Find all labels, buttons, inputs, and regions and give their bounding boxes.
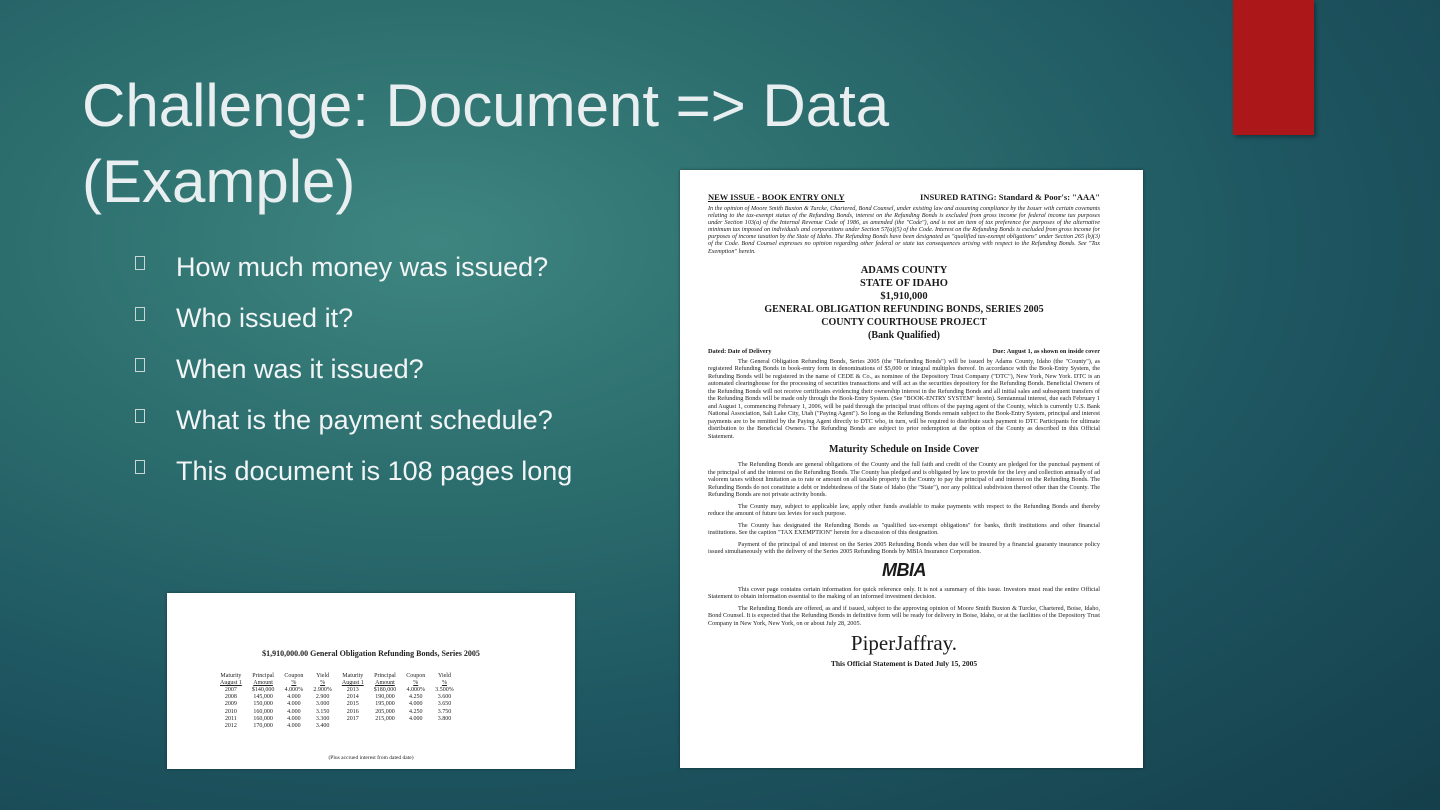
table-cell: 2008 [224,694,237,701]
table-row [215,709,459,716]
table-cell: 4.000 [287,723,301,730]
due-label: Due: August 1, as shown on inside cover [992,347,1100,355]
table-cell: 2010 [224,708,237,715]
table-cell: 3.400 [315,723,330,730]
table-cell [369,723,402,730]
table-cell: 150,000 [253,701,273,708]
piper-jaffray-logo: PiperJaffray. [850,631,958,656]
table-cell: 205,000 [375,708,395,715]
table-cell: 2011 [225,715,237,722]
table-cell: 170,000 [253,723,273,730]
table-header-cell: Maturity August 1 [220,673,242,686]
tax-opinion-paragraph: In the opinion of Moore Smith Buxton & Turcke, Chartered, Bond Counsel, under existing law and assuming compliance by the Issuer with certain covenants relating to the tax-exempt status of the Refunding Bonds, interest on the Refunding Bonds is excluded from gross income for federal income tax purposes under Section 103(a) of the Internal Revenue Code of 1986, as amended (the "Code"), and is not an item of tax preference for purposes of the alternative minimum tax imposed on individuals and corporations under Section 57(a)(5) of the Code. Interest on the Refunding Bonds is excluded from gross income for purposes of income taxation by the State of Idaho. The Refunding Bonds have been designated as "qualified tax-exempt obligations" under Section 265 (b)(3) of the Code. Bond Counsel expresses no opinion regarding other federal or state tax consequences arising with respect to the Refunding Bonds. See "Tax Exemption" herein. [708,205,1100,255]
table-cell: 4.000 [287,715,301,722]
table-cell: 3.000 [315,701,330,708]
table-header-cell: Principal Amount [374,673,396,686]
table-cell: 190,000 [375,694,395,701]
table-row [215,716,459,723]
table-cell: 3.750 [437,708,452,715]
table-cell: 3.600 [437,694,452,701]
dated-due-row [708,348,1100,355]
bullet-item: When was it issued? [135,352,572,403]
table-cell: 2012 [224,723,237,730]
paragraph: The Refunding Bonds are general obligations of the County and the full faith and credit of the County are pledged for the punctual payment of the principal of and the interest on the Refunding Bonds. The County has pledged and is obligated by law to provide for the levy and collection annually of ad valorem taxes without limitation as to rate or amount on all taxable property in the County to pay the principal of and interest on the Refunding Bonds. The Refunding Bonds do not constitute a debt or indebtedness of the State of Idaho (the "State"), nor any political subdivision thereof other than the County. The Refunding Bonds are not private activity bonds. [708,461,1100,499]
state-heading: STATE OF IDAHO [860,277,948,289]
paragraph: The Refunding Bonds are offered, as and if issued, subject to the approving opinion of Moore Smith Buxton & Turcke, Chartered, Boise, Idaho, Bond Counsel. It is expected that the Refunding Bonds in definitive form will be ready for delivery in Boise, Idaho, or at the facilities of the Depository Trust Company in New York, New York, on or about July 28, 2005. [708,604,1100,627]
table-cell: 3.150 [315,708,330,715]
dated-label: Dated: Date of Delivery [708,347,772,355]
table-cell: 4.000% [406,687,425,693]
table-cell: 145,000 [253,694,273,701]
table-cell: 4.000 [408,715,423,722]
table-cell: 3.650 [437,701,452,708]
table-cell: $140,000 [251,687,275,693]
county-heading: ADAMS COUNTY [860,264,948,276]
paragraph: Payment of the principal of and interest on the Series 2005 Refunding Bonds when due will be insured by a financial guaranty insurance policy issued simultaneously with the delivery of the Series 2005 Refunding Bonds by MBIA Insurance Corporation. [708,540,1100,556]
table-cell: 4.000% [284,687,304,693]
bullet-item: How much money was issued? [135,250,572,301]
bullet-square-icon [135,307,145,321]
table-header-cell: Coupon % [406,673,426,686]
table-cell: $180,000 [373,687,397,693]
bank-qualified-heading: (Bank Qualified) [868,329,940,341]
bullet-item: What is the payment schedule? [135,403,572,454]
table-header-cell: Maturity August 1 [341,673,364,686]
schedule-heading: Maturity Schedule on Inside Cover [829,444,979,456]
table-row [215,694,459,701]
table-title: $1,910,000.00 General Obligation Refunding Bonds, Series 2005 [262,649,480,658]
paragraph: The General Obligation Refunding Bonds, Series 2005 (the "Refunding Bonds") will be issued by Adams County, Idaho (the "County"), as registered Refunding Bonds in book-entry form in denominations of $5,000 or integral multiples thereof. In accordance with the Book-Entry System, the Refunding Bonds will be registered in the name of CEDE & Co., as nominee of the Depository Trust Company ("DTC"), New York, New York. DTC is an automated clearinghouse for the processing of securities transactions and will act as the securities depository for the Refunding Bonds. Beneficial Owners of the Refunding Bonds will not receive certificates evidencing their ownership interest in the Refunding Bonds and all initial sales and subsequent transfers of the Refunding Bonds will be made only through the Book-Entry System. (See "BOOK-ENTRY SYSTEM" herein). Semiannual interest, due each February 1 and August 1, commencing February 1, 2006, will be paid through the principal trust offices of the paying agent of the County, which is currently U.S. Bank National Association, Salt Lake City, Utah ("Paying Agent"). So long as the Refunding Bonds remain subject to the Book-Entry System, principal and interest payments are to be remitted by the Paying Agent directly to DTC who, in turn, will be required to distribute such payment to DTC Participants for ultimate distribution to the Beneficial Owners. The Refunding Bonds are subject to prior redemption at the option of the County as described in this Official Statement. [708,357,1100,440]
table-cell: 160,000 [253,708,273,715]
table-cell [430,723,459,730]
amount-heading: $1,910,000 [880,290,928,302]
table-row [215,687,459,694]
statement-date: This Official Statement is Dated July 15, 2005 [830,659,978,669]
table-cell: 4.000 [287,694,301,701]
table-cell: 2007 [224,687,237,693]
table-cell: 160,000 [253,715,273,722]
table-cell: 4.250 [408,694,423,701]
table-cell: 4.000 [287,708,301,715]
table-cell: 2013 [346,687,359,693]
table-cell: 2015 [346,701,359,708]
title-line-2: (Example) [82,148,356,215]
mbia-logo: MBIA [882,559,926,580]
bullet-list [135,250,572,505]
bullet-square-icon [135,256,145,270]
maturity-table-image [167,593,575,769]
bond-series-heading: GENERAL OBLIGATION REFUNDING BONDS, SERIES 2005 [764,303,1044,315]
table-cell: 195,000 [375,701,395,708]
issuer-heading [708,264,1100,342]
table-row [215,723,459,730]
maturity-table [215,673,459,730]
red-accent-tab [1233,0,1314,135]
table-cell: 3.800 [437,715,452,722]
table-cell: 2014 [346,694,359,701]
table-footnote: (Plus accrued interest from dated date) [328,755,414,761]
table-cell: 3.500% [435,687,454,693]
paragraph: The County has designated the Refunding Bonds as "qualified tax-exempt obligations" for banks, thrift institutions and other financial institutions. See the caption "TAX EXEMPTION" herein for a discussion of this designation. [708,521,1100,537]
bullet-square-icon [135,409,145,423]
table-cell: 2009 [224,701,237,708]
table-cell [337,723,369,730]
issue-header-row [708,192,1100,202]
table-cell: 4.000 [287,701,301,708]
bullet-item: Who issued it? [135,301,572,352]
table-header-cell: Yield % [437,673,451,686]
bullet-square-icon [135,460,145,474]
paragraph: The County may, subject to applicable law, apply other funds available to make payments with respect to the Refunding Bonds and thereby reduce the amount of future tax levies for such purpose. [708,502,1100,518]
table-header-cell: Principal Amount [252,673,274,686]
table-cell: 2.900 [315,694,330,701]
title-line-1: Challenge: Document => Data [82,72,890,139]
table-cell [401,723,430,730]
table-cell: 2.900% [313,687,332,693]
table-cell: 3.300 [315,715,330,722]
body-text-2 [708,461,1100,556]
table-header-cell: Yield % [316,673,330,686]
table-cell: 4.000 [408,701,423,708]
body-text-3 [708,586,1100,628]
table-cell: 2016 [346,708,359,715]
paragraph: This cover page contains certain information for quick reference only. It is not a summary of this issue. Investors must read the entire Official Statement to obtain information essential to the making of an informed investment decision. [708,585,1100,601]
bullet-square-icon [135,358,145,372]
bullet-item: This document is 108 pages long [135,454,572,505]
body-text-1 [708,358,1100,441]
project-heading: COUNTY COURTHOUSE PROJECT [821,316,987,328]
table-header-cell: Coupon % [284,673,304,686]
table-row [215,701,459,708]
rating-label: INSURED RATING: Standard & Poor's: "AAA" [920,192,1100,202]
official-statement-image [680,170,1143,768]
table-cell: 4.250 [408,708,423,715]
table-cell: 215,000 [375,715,395,722]
new-issue-label: NEW ISSUE - BOOK ENTRY ONLY [708,192,845,202]
table-cell: 2017 [346,715,359,722]
